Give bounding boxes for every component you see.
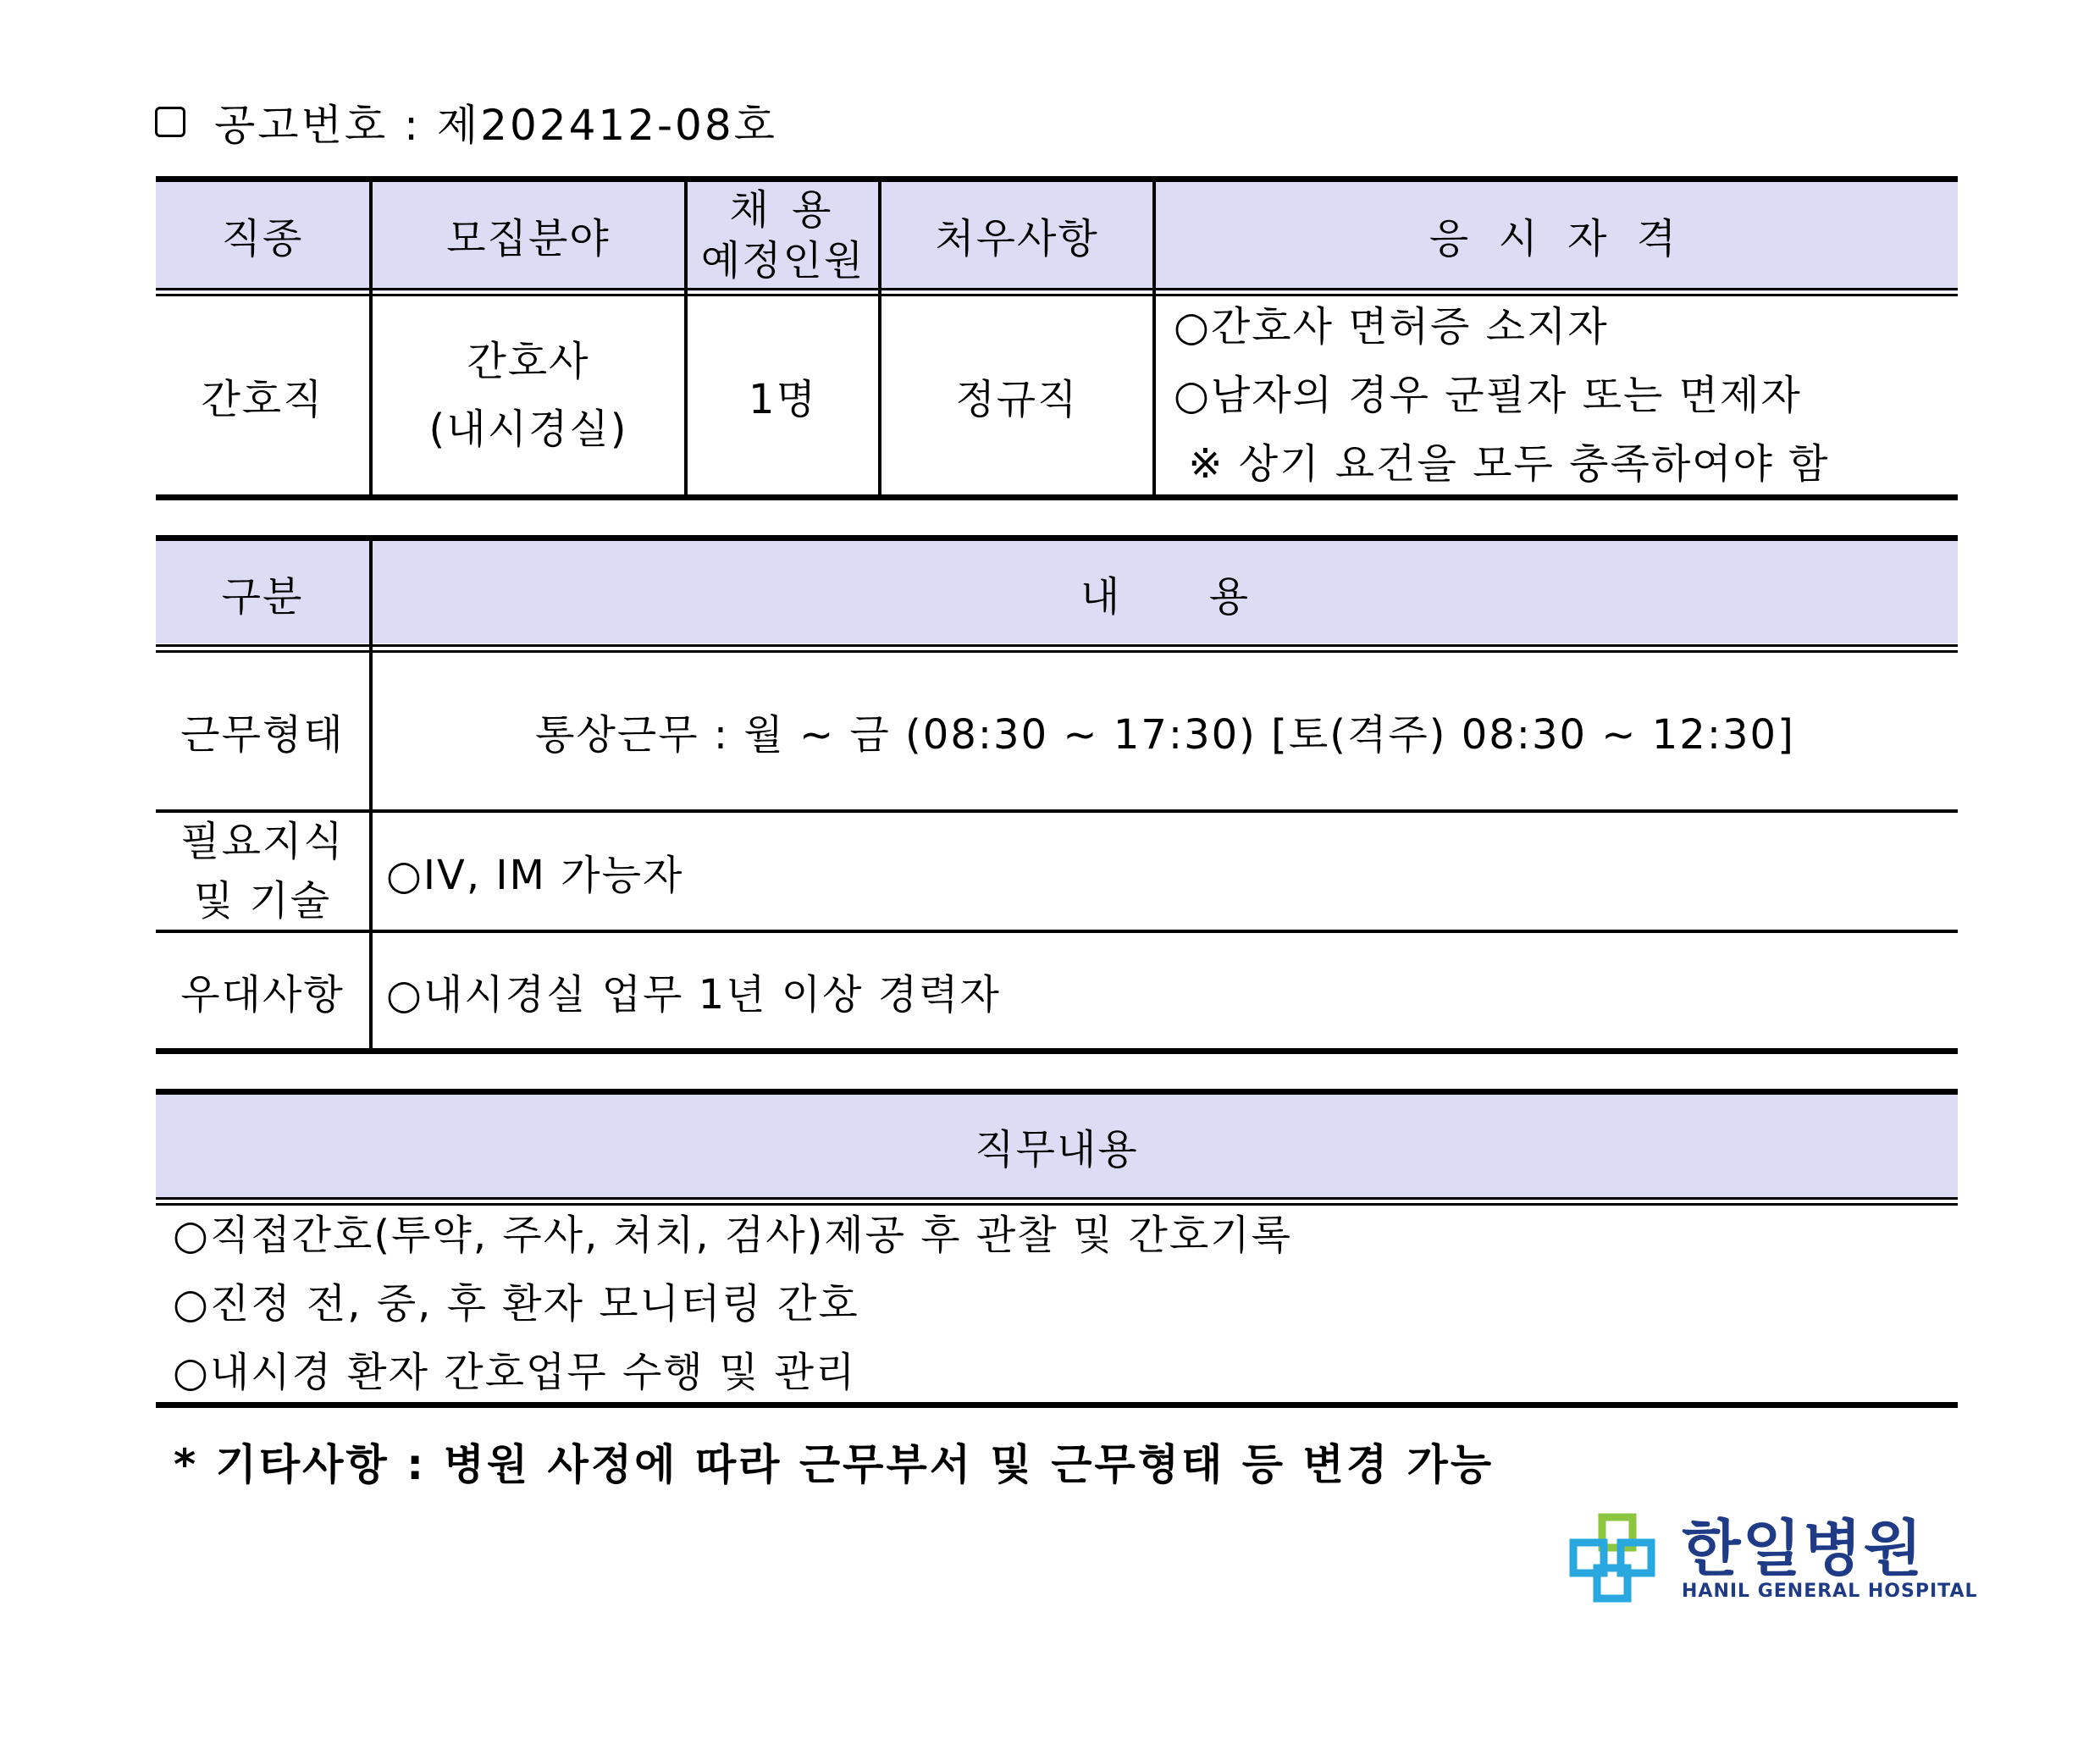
header-planned-count-line2: 예정인원 [700,236,865,284]
header-field: 모집분야 [446,215,611,262]
duty-item: ○직접간호(투약, 주사, 처치, 검사)제공 후 관찰 및 간호기록 [173,1211,1293,1259]
header-planned-count-line1: 채 용 [729,185,837,234]
field-value-line1: 간호사 [467,338,590,385]
header-category: 구분 [221,572,304,621]
hospital-logo [1568,1512,1978,1605]
qualification-item: ○간호사 면허증 소지자 [1174,302,1609,351]
qualification-item: ○남자의 경우 군필자 또는 면제자 [1174,371,1802,419]
work-type-value: 통상근무 : 월 ~ 금 (08:30 ~ 17:30) [토(격주) 08:30 ~ 12:30] [535,711,1795,759]
qualification-note: ※ 상기 요건을 모두 충족하여야 함 [1174,439,1830,488]
skills-value: ○IV, IM 가능자 [386,851,684,899]
treatment-value: 정규직 [955,375,1079,423]
duty-item: ○진정 전, 중, 후 환자 모니터링 간호 [173,1279,859,1328]
header-job-type: 직종 [221,215,304,262]
skills-label-line2: 및 기술 [193,877,332,925]
job-type-value: 간호직 [201,375,324,423]
preferred-label: 우대사항 [180,970,345,1019]
other-notes: * 기타사항 : 병원 사정에 따라 근무부서 및 근무형태 등 변경 가능 [174,1440,1495,1489]
hospital-cross-icon [1568,1512,1661,1605]
skills-label-line1: 필요지식 [180,818,345,865]
field-value-line2: (내시경실) [428,406,628,453]
header-planned-count [688,182,878,288]
duties-list [173,1206,1951,1402]
checkbox-icon[interactable] [155,107,185,137]
header-qualifications: 응 시 자 격 [1429,215,1685,262]
header-duties: 직무내용 [975,1126,1139,1173]
duty-item: ○내시경 환자 간호업무 수행 및 관리 [173,1348,857,1396]
header-content: 내 용 [1080,572,1251,621]
notice-number-text: 공고번호 : 제202412-08호 [214,101,777,150]
logo-name-korean: 한일병원 [1682,1512,1925,1584]
header-treatment: 처우사항 [935,215,1099,262]
qualifications-value [1174,296,1953,494]
work-type-label: 근무형태 [180,711,345,759]
logo-name-english: HANIL GENERAL HOSPITAL [1682,1580,1978,1602]
preferred-value: ○내시경실 업무 1년 이상 경력자 [386,970,1001,1019]
notice-number [155,91,777,152]
count-value: 1명 [749,375,817,423]
skills-label [156,813,369,930]
field-value [373,296,684,494]
